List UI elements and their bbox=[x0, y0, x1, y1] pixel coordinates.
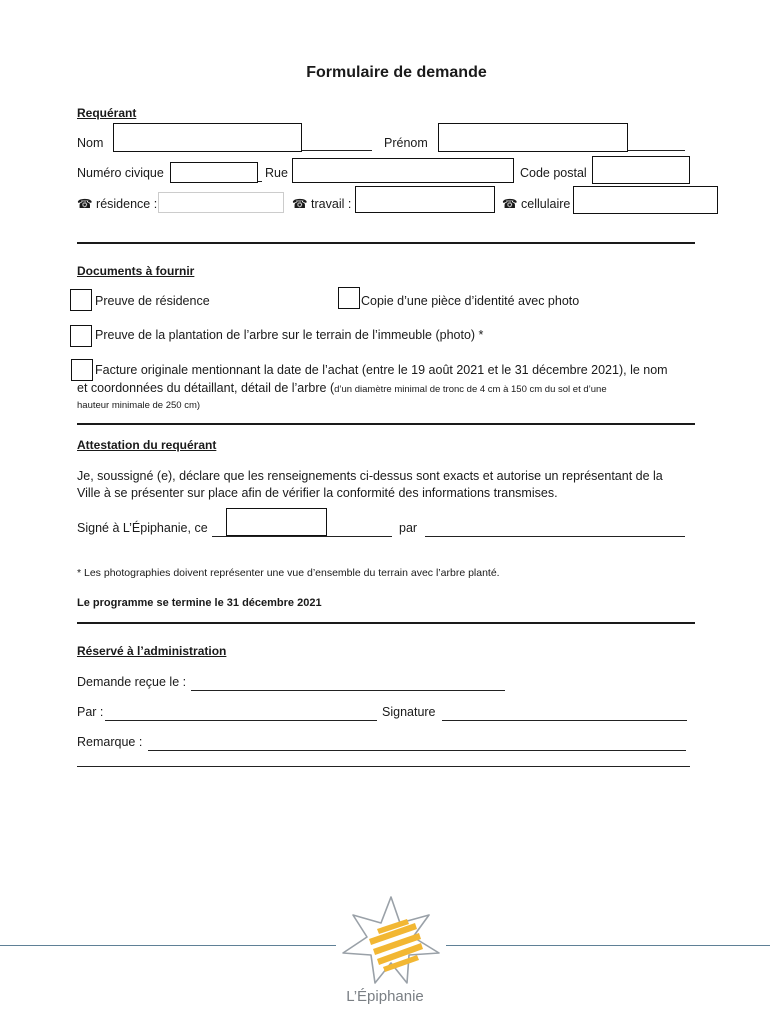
facture-label-line2-main: et coordonnées du détaillant, détail de l’arbre ( bbox=[77, 381, 335, 395]
programme-fin: Le programme se termine le 31 décembre 2021 bbox=[77, 597, 322, 609]
signe-date-field[interactable] bbox=[226, 508, 327, 536]
section-attestation-heading: Attestation du requérant bbox=[77, 438, 217, 452]
preuve-residence-checkbox[interactable] bbox=[70, 289, 92, 311]
numero-civique-field[interactable] bbox=[170, 162, 258, 183]
admin-par-label: Par : bbox=[77, 705, 104, 719]
footnote: * Les photographies doivent représenter une vue d’ensemble du terrain avec l’arbre planté. bbox=[77, 567, 500, 579]
remarque-underline bbox=[148, 750, 686, 751]
telephone-residence-field[interactable] bbox=[158, 192, 284, 213]
preuve-plantation-checkbox[interactable] bbox=[70, 325, 92, 347]
attestation-paragraph-line1: Je, soussigné (e), déclare que les renseignements ci-dessus sont exacts et autorise un représentant de la bbox=[77, 469, 663, 483]
facture-checkbox[interactable] bbox=[71, 359, 93, 381]
rue-field[interactable] bbox=[292, 158, 514, 183]
preuve-plantation-label: Preuve de la plantation de l’arbre sur le terrain de l’immeuble (photo) * bbox=[95, 328, 484, 342]
telephone-travail-field[interactable] bbox=[355, 186, 495, 213]
facture-label-line1: Facture originale mentionnant la date de l’achat (entre le 19 août 2021 et le 31 décembre 2021), le nom bbox=[95, 363, 668, 377]
footer-rule-right bbox=[446, 945, 770, 946]
code-postal-field[interactable] bbox=[592, 156, 690, 184]
copie-identite-label: Copie d’une pièce d’identité avec photo bbox=[361, 294, 580, 308]
rue-label: Rue bbox=[265, 166, 288, 180]
code-postal-label: Code postal bbox=[520, 166, 587, 180]
page-title: Formulaire de demande bbox=[306, 64, 487, 81]
remarque-underline-2 bbox=[77, 766, 690, 767]
signature-underline bbox=[442, 720, 687, 721]
facture-label-line3: hauteur minimale de 250 cm) bbox=[77, 400, 201, 411]
demande-recue-underline bbox=[191, 690, 505, 691]
footer-rule-left bbox=[0, 945, 336, 946]
par-signature-underline bbox=[425, 536, 685, 537]
nom-field[interactable] bbox=[113, 123, 302, 152]
signe-date-underline bbox=[212, 536, 392, 537]
signature-label: Signature bbox=[382, 705, 436, 719]
admin-par-underline bbox=[105, 720, 377, 721]
par-label: par bbox=[399, 521, 418, 535]
telephone-cellulaire-label: ☎ cellulaire bbox=[502, 197, 571, 211]
remarque-label: Remarque : bbox=[77, 735, 143, 749]
copie-identite-checkbox[interactable] bbox=[338, 287, 360, 309]
facture-label-line2 bbox=[77, 381, 607, 395]
prenom-label: Prénom bbox=[384, 136, 428, 150]
section-divider bbox=[77, 423, 695, 425]
section-documents-heading: Documents à fournir bbox=[77, 264, 195, 278]
telephone-residence-label: ☎ résidence : bbox=[77, 197, 158, 211]
preuve-residence-label: Preuve de résidence bbox=[95, 294, 210, 308]
prenom-field[interactable] bbox=[438, 123, 628, 152]
section-requerant-heading: Requérant bbox=[77, 106, 137, 120]
telephone-cellulaire-field[interactable] bbox=[573, 186, 718, 214]
demande-recue-label: Demande reçue le : bbox=[77, 675, 187, 689]
signe-label: Signé à L’Épiphanie, ce bbox=[77, 521, 208, 535]
section-administration-heading: Réservé à l’administration bbox=[77, 644, 227, 658]
logo-star-icon bbox=[335, 893, 447, 985]
facture-label-line2-small: d’un diamètre minimal de tronc de 4 cm à 150 cm du sol et d’une bbox=[334, 384, 607, 395]
telephone-travail-label: ☎ travail : bbox=[292, 197, 352, 211]
section-divider bbox=[77, 622, 695, 624]
attestation-paragraph-line2: Ville à se présenter sur place afin de vérifier la conformité des informations transmises. bbox=[77, 486, 558, 500]
numero-civique-label: Numéro civique bbox=[77, 166, 164, 180]
nom-label: Nom bbox=[77, 136, 104, 150]
logo-wordmark: L’Épiphanie bbox=[346, 988, 424, 1005]
section-divider bbox=[77, 242, 695, 244]
